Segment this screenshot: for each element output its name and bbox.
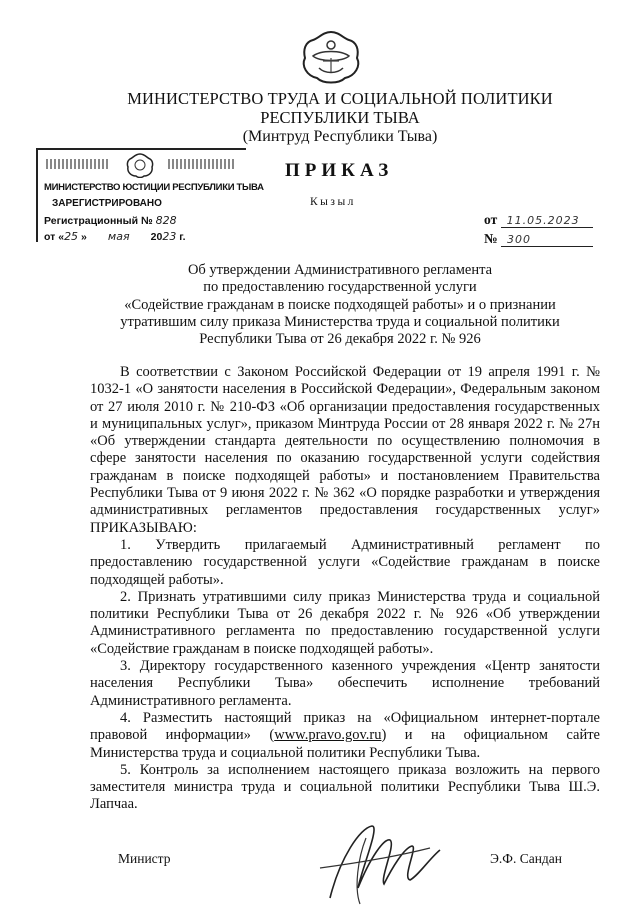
title-line: «Содействие гражданам в поиске подходящей работы» и о признании bbox=[124, 296, 556, 313]
stamp-reg-value: 828 bbox=[155, 214, 177, 227]
document-city: Кызыл bbox=[310, 196, 356, 208]
stamp-date-year: 23 bbox=[162, 230, 177, 243]
document-heading: ПРИКАЗ bbox=[285, 160, 394, 181]
title-line: утратившим силу приказа Министерства труда и социальной политики bbox=[120, 313, 560, 330]
stamp-date-day: 25 bbox=[64, 230, 79, 243]
registration-stamp bbox=[36, 148, 264, 243]
signer-name: Э.Ф. Сандан bbox=[490, 851, 563, 866]
ministry-name: МИНИСТЕРСТВО ТРУДА И СОЦИАЛЬНОЙ ПОЛИТИКИ bbox=[127, 89, 553, 108]
order-number-value: 300 bbox=[501, 233, 593, 247]
preamble-paragraph: В соответствии с Законом Российской Федерации от 19 апреля 1991 г. № 1032-1 «О занятости населения в Российской Федерации», Федеральным законом от 27 июля 2010 г. № 210-ФЗ «Об организации предоставления государственных и муниципальных услуг», приказом Минтруда России от 28 января 2022 г. № 27н «Об утверждении стандарта деятельности по осуществлению полномочия в сфере занятости населения по оказанию государственной услуги содействия гражданам в поиске подходящей работы» и постановлением Правительства Республики Тыва от 9 июня 2022 г. № 362 «О порядке разработки и утверждения административных регламентов предоставления государственных услуг» ПРИКАЗЫВАЮ: bbox=[90, 364, 600, 536]
coat-of-arms-icon bbox=[299, 28, 363, 86]
title-line: по предоставлению государственной услуги bbox=[203, 279, 477, 296]
document-title bbox=[60, 262, 620, 348]
title-line: Республики Тыва от 26 декабря 2022 г. № 926 bbox=[199, 331, 481, 348]
ministry-republic: РЕСПУБЛИКИ ТЫВА bbox=[260, 108, 420, 127]
order-item-2: 2. Признать утратившими силу приказ Министерства труда и социальной политики Республики Тыва от 26 декабря 2022 г. № 926 «Об утверждении Административного регламента по предоставлению государственной услуги «Содействие гражданам в поиске подходящей работы». bbox=[90, 588, 600, 657]
order-item-4: 4. Разместить настоящий приказ на «Официальном интернет-портале правовой информации» (www.pravo.gov.ru) и на официальном сайте Министерства труда и социальной политики Республики Тыва. bbox=[90, 709, 600, 761]
pravo-link[interactable]: www.pravo.gov.ru bbox=[274, 727, 382, 744]
stamp-reg-number bbox=[44, 214, 177, 227]
order-date-value: 11.05.2023 bbox=[501, 214, 593, 228]
order-item-3: 3. Директору государственного казенного учреждения «Центр занятости населения Республики Тыва» обеспечить исполнение требований Административного регламента. bbox=[90, 658, 600, 709]
order-item-5: 5. Контроль за исполнением настоящего приказа возложить на первого заместителя министра труда и социальной политики Республики Тыва Ш.Э. Лапчаа. bbox=[90, 761, 600, 813]
stamp-date: от «25 » мая 2023 г. bbox=[44, 230, 186, 243]
stamp-registered: ЗАРЕГИСТРИРОВАНО bbox=[52, 198, 162, 209]
handwritten-signature-icon bbox=[300, 818, 450, 908]
order-number: № 300 bbox=[484, 231, 593, 247]
stamp-reg-label: Регистрационный № bbox=[44, 215, 153, 227]
ministry-short-name: (Минтруд Республики Тыва) bbox=[242, 128, 438, 145]
signer-title: Министр bbox=[118, 851, 171, 866]
order-date: от 11.05.2023 bbox=[484, 212, 593, 228]
order-item-1: 1. Утвердить прилагаемый Административный регламент по предоставлению государственной услуги «Содействие гражданам в поиске подходящей работы». bbox=[90, 536, 600, 588]
stamp-date-month: мая bbox=[107, 230, 130, 243]
stamp-ministry-of-justice: МИНИСТЕРСТВО ЮСТИЦИИ РЕСПУБЛИКИ ТЫВА bbox=[44, 182, 264, 193]
title-line: Об утверждении Административного регламента bbox=[187, 262, 493, 278]
document-body bbox=[90, 364, 600, 814]
stamp-emblem-icon bbox=[126, 152, 154, 178]
